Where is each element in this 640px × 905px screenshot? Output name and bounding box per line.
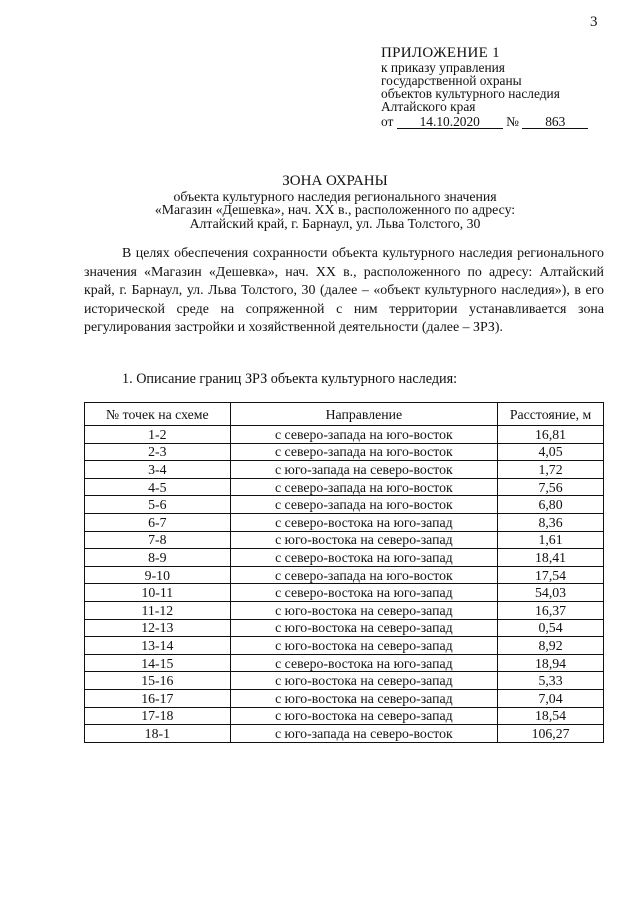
order-date: 14.10.2020	[397, 116, 503, 129]
cell-direction: с северо-востока на юго-запад	[230, 513, 497, 531]
cell-points: 14-15	[85, 654, 231, 672]
cell-direction: с юго-востока на северо-запад	[230, 637, 497, 655]
cell-distance: 16,37	[498, 601, 604, 619]
order-number: 863	[522, 116, 588, 129]
cell-distance: 1,72	[498, 461, 604, 479]
appendix-line: к приказу управления	[381, 60, 505, 75]
cell-direction: с юго-востока на северо-запад	[230, 707, 497, 725]
cell-distance: 6,80	[498, 496, 604, 514]
cell-distance: 18,54	[498, 707, 604, 725]
cell-points: 18-1	[85, 725, 231, 743]
table-row	[85, 461, 604, 479]
cell-direction: с юго-востока на северо-запад	[230, 531, 497, 549]
cell-direction: с северо-востока на юго-запад	[230, 549, 497, 567]
cell-points: 9-10	[85, 566, 231, 584]
cell-points: 16-17	[85, 689, 231, 707]
cell-distance: 18,94	[498, 654, 604, 672]
table-row	[85, 426, 604, 444]
cell-distance: 1,61	[498, 531, 604, 549]
cell-direction: с северо-запада на юго-восток	[230, 496, 497, 514]
cell-points: 5-6	[85, 496, 231, 514]
cell-points: 6-7	[85, 513, 231, 531]
table-row	[85, 601, 604, 619]
cell-distance: 17,54	[498, 566, 604, 584]
cell-distance: 5,33	[498, 672, 604, 690]
cell-direction: с северо-запада на юго-восток	[230, 478, 497, 496]
cell-distance: 54,03	[498, 584, 604, 602]
table-row	[85, 513, 604, 531]
header-distance: Расстояние, м	[498, 403, 604, 426]
cell-points: 11-12	[85, 601, 231, 619]
cell-direction: с юго-востока на северо-запад	[230, 619, 497, 637]
cell-points: 2-3	[85, 443, 231, 461]
cell-direction: с юго-востока на северо-запад	[230, 672, 497, 690]
table-row	[85, 654, 604, 672]
table-row	[85, 443, 604, 461]
cell-distance: 18,41	[498, 549, 604, 567]
cell-distance: 7,04	[498, 689, 604, 707]
cell-points: 17-18	[85, 707, 231, 725]
cell-points: 3-4	[85, 461, 231, 479]
zone-subtitle-line: «Магазин «Дешевка», нач. XX в., расположенного по адресу:	[154, 202, 516, 217]
cell-distance: 4,05	[498, 443, 604, 461]
zone-subtitle-line: объекта культурного наследия регионального значения	[173, 188, 497, 204]
cell-distance: 8,36	[498, 513, 604, 531]
appendix-line: государственной охраны	[381, 73, 522, 88]
body-text	[84, 245, 604, 338]
cell-direction: с юго-востока на северо-запад	[230, 601, 497, 619]
appendix-line: Алтайского края	[381, 99, 476, 114]
appendix-line: объектов культурного наследия	[381, 86, 560, 101]
cell-direction: с юго-запада на северо-восток	[230, 725, 497, 743]
page-number: 3	[590, 14, 598, 30]
table-body	[85, 426, 604, 743]
table-row	[85, 531, 604, 549]
table-row	[85, 478, 604, 496]
table-row	[85, 584, 604, 602]
table-row	[85, 619, 604, 637]
cell-distance: 8,92	[498, 637, 604, 655]
table-row	[85, 689, 604, 707]
cell-points: 1-2	[85, 426, 231, 444]
cell-direction: с северо-запада на юго-восток	[230, 566, 497, 584]
cell-points: 4-5	[85, 478, 231, 496]
table-row	[85, 707, 604, 725]
appendix-block	[381, 46, 621, 129]
boundary-table	[84, 402, 604, 743]
cell-distance: 0,54	[498, 619, 604, 637]
body-paragraph: В целях обеспечения сохранности объекта культурного наследия регионального значения «Магазин «Дешевка», нач. XX в., расположенного по адресу: Алтайский край, г. Барнаул, ул. Льва Толстого, 30 (далее – «объект культурного наследия»), в его исторической среде на сопряженной с ним территории устанавливается зона регулирования застройки и хозяйственной деятельности (далее – ЗРЗ).	[84, 246, 604, 335]
cell-distance: 7,56	[498, 478, 604, 496]
table-row	[85, 566, 604, 584]
cell-points: 13-14	[85, 637, 231, 655]
order-date-line	[381, 115, 621, 129]
table-row	[85, 725, 604, 743]
table-row	[85, 549, 604, 567]
cell-direction: с северо-запада на юго-восток	[230, 443, 497, 461]
cell-points: 8-9	[85, 549, 231, 567]
cell-direction: с юго-востока на северо-запад	[230, 689, 497, 707]
zone-title: ЗОНА ОХРАНЫ	[282, 173, 388, 189]
table-header-row	[85, 403, 604, 426]
cell-direction: с юго-запада на северо-восток	[230, 461, 497, 479]
date-prefix: от	[381, 114, 394, 129]
appendix-title: ПРИЛОЖЕНИЕ 1	[381, 45, 500, 61]
cell-direction: с северо-востока на юго-запад	[230, 654, 497, 672]
cell-direction: с северо-востока на юго-запад	[230, 584, 497, 602]
header-points: № точек на схеме	[85, 403, 231, 426]
number-prefix: №	[506, 114, 519, 129]
table-row	[85, 496, 604, 514]
table-intro: 1. Описание границ ЗРЗ объекта культурного наследия:	[122, 371, 458, 387]
cell-direction: с северо-запада на юго-восток	[230, 426, 497, 444]
table-row	[85, 672, 604, 690]
cell-points: 12-13	[85, 619, 231, 637]
zone-heading	[100, 175, 570, 230]
cell-distance: 106,27	[498, 725, 604, 743]
table-row	[85, 637, 604, 655]
header-direction: Направление	[230, 403, 497, 426]
zone-subtitle-line: Алтайский край, г. Барнаул, ул. Льва Толстого, 30	[189, 215, 481, 231]
cell-points: 7-8	[85, 531, 231, 549]
cell-points: 10-11	[85, 584, 231, 602]
cell-points: 15-16	[85, 672, 231, 690]
cell-distance: 16,81	[498, 426, 604, 444]
